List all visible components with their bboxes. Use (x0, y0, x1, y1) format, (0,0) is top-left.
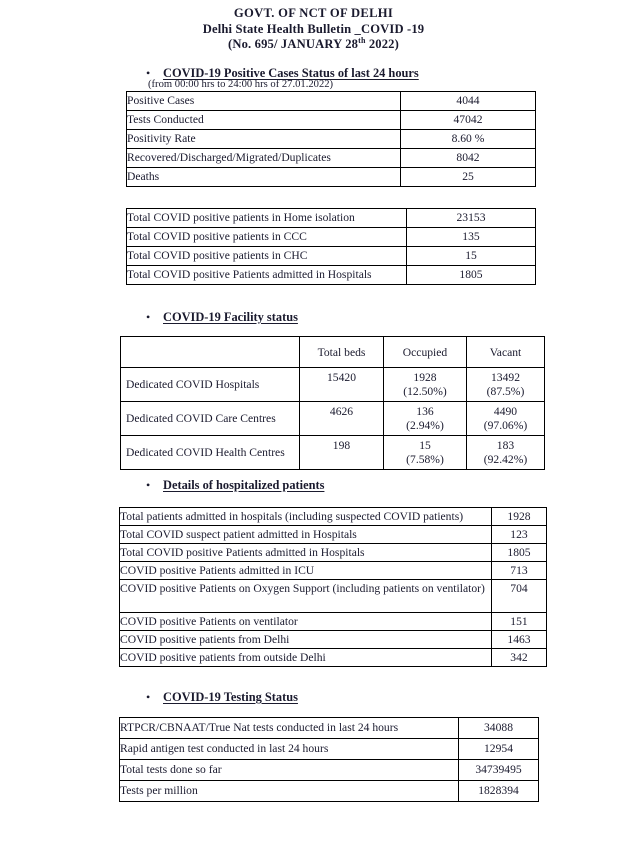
row-label: Positive Cases (127, 92, 401, 111)
table-row (120, 760, 539, 781)
vacant-count: 183 (496, 439, 515, 453)
section-heading-hospitalized-details (146, 478, 324, 492)
occupied-percent: (12.50%) (403, 384, 447, 398)
column-header-occupied: Occupied (384, 337, 467, 368)
govt-title: GOVT. OF NCT OF DELHI (233, 6, 394, 20)
occupied-count: 15 (419, 439, 431, 453)
row-value: 1805 (492, 544, 547, 562)
row-value: 34088 (459, 718, 539, 739)
row-value: 123 (492, 526, 547, 544)
vacant-count: 4490 (493, 405, 518, 419)
row-label: Total COVID positive patients in Home isolation (127, 209, 407, 228)
facility-vacant (467, 368, 545, 402)
row-label: Total COVID positive patients in CHC (127, 247, 407, 266)
bulletin-number-date (0, 37, 627, 53)
row-value: 1463 (492, 631, 547, 649)
row-label: Rapid antigen test conducted in last 24 hours (120, 739, 459, 760)
positive-cases-time-note: (from 00:00 hrs to 24:00 hrs of 27.01.2022) (148, 79, 334, 90)
vacant-percent: (92.42%) (483, 452, 528, 466)
table-header-row (121, 337, 545, 368)
table-row (120, 526, 547, 544)
bullet-icon: • (146, 66, 151, 80)
date-ordinal-suffix: th (358, 35, 366, 45)
row-label: Recovered/Discharged/Migrated/Duplicates (127, 149, 401, 168)
table-row (127, 111, 536, 130)
facility-vacant (467, 436, 545, 470)
facility-total-beds: 4626 (300, 402, 384, 436)
table-row (127, 266, 536, 285)
table-positive-cases (126, 91, 536, 187)
section-heading-label: COVID-19 Facility status (163, 310, 298, 324)
row-label: Total COVID positive Patients admitted in Hospitals (120, 544, 492, 562)
row-label: COVID positive Patients admitted in ICU (120, 562, 492, 580)
row-label: Deaths (127, 168, 401, 187)
bulletin-year-suffix: 2022) (365, 37, 399, 51)
table-row (120, 718, 539, 739)
row-label: COVID positive Patients on Oxygen Support (including patients on ventilator) (120, 580, 492, 613)
bullet-icon: • (146, 310, 151, 324)
facility-vacant (467, 402, 545, 436)
facility-name: Dedicated COVID Health Centres (121, 436, 300, 470)
row-label: RTPCR/CBNAAT/True Nat tests conducted in last 24 hours (120, 718, 459, 739)
section-heading-testing-status (146, 690, 298, 704)
table-row (121, 402, 545, 436)
row-value: 151 (492, 613, 547, 631)
row-label: Tests per million (120, 781, 459, 802)
bulletin-title: Delhi State Health Bulletin _COVID -19 (202, 21, 425, 36)
occupied-percent: (2.94%) (406, 418, 444, 432)
table-row (120, 580, 547, 613)
row-value: 1928 (492, 508, 547, 526)
table-row (120, 562, 547, 580)
table-row (127, 247, 536, 266)
table-row (120, 649, 547, 667)
vacant-percent: (97.06%) (483, 418, 528, 432)
section-heading-facility-status (146, 310, 298, 324)
row-label: COVID positive Patients on ventilator (120, 613, 492, 631)
row-value: 135 (407, 228, 536, 247)
row-label: COVID positive patients from outside Delhi (120, 649, 492, 667)
section-heading-positive-cases (146, 66, 419, 80)
facility-occupied (384, 368, 467, 402)
row-value: 8042 (401, 149, 536, 168)
table-row (121, 368, 545, 402)
table-hospitalized-details (119, 507, 547, 667)
table-row (127, 168, 536, 187)
row-label: Total COVID suspect patient admitted in Hospitals (120, 526, 492, 544)
facility-total-beds: 15420 (300, 368, 384, 402)
table-row (120, 781, 539, 802)
row-value: 342 (492, 649, 547, 667)
facility-name: Dedicated COVID Hospitals (121, 368, 300, 402)
table-row (121, 436, 545, 470)
row-value: 34739495 (459, 760, 539, 781)
occupied-count: 1928 (413, 371, 437, 385)
table-row (120, 631, 547, 649)
row-value: 12954 (459, 739, 539, 760)
section-heading-label: Details of hospitalized patients (163, 478, 325, 492)
section-heading-label: COVID-19 Testing Status (163, 690, 298, 704)
facility-name: Dedicated COVID Care Centres (121, 402, 300, 436)
row-label: Total COVID positive Patients admitted in Hospitals (127, 266, 407, 285)
bulletin-number-prefix: (No. 695/ JANUARY 28 (228, 37, 359, 51)
bullet-icon: • (146, 690, 151, 704)
bullet-icon: • (146, 478, 151, 492)
row-value: 1828394 (459, 781, 539, 802)
row-value: 8.60 % (401, 130, 536, 149)
row-value: 1805 (407, 266, 536, 285)
table-facility-status (120, 336, 545, 470)
row-value: 23153 (407, 209, 536, 228)
column-header-facility (121, 337, 300, 368)
vacant-count: 13492 (491, 371, 520, 385)
table-row (127, 149, 536, 168)
row-value: 47042 (401, 111, 536, 130)
table-row (127, 92, 536, 111)
facility-occupied (384, 402, 467, 436)
occupied-count: 136 (416, 405, 434, 419)
row-value: 4044 (401, 92, 536, 111)
occupied-percent: (7.58%) (406, 452, 444, 466)
row-label: COVID positive patients from Delhi (120, 631, 492, 649)
row-label: Tests Conducted (127, 111, 401, 130)
facility-total-beds: 198 (300, 436, 384, 470)
table-patient-distribution (126, 208, 536, 285)
facility-occupied (384, 436, 467, 470)
row-value: 704 (492, 580, 547, 613)
row-value: 15 (407, 247, 536, 266)
table-testing-status (119, 717, 539, 802)
column-header-vacant: Vacant (467, 337, 545, 368)
row-label: Total patients admitted in hospitals (including suspected COVID patients) (120, 508, 492, 526)
table-row (127, 130, 536, 149)
section-heading-label: COVID-19 Positive Cases Status of last 24 hours (163, 66, 419, 80)
document-header (0, 6, 627, 53)
table-row (127, 209, 536, 228)
table-row (120, 508, 547, 526)
row-value: 25 (401, 168, 536, 187)
table-row (120, 613, 547, 631)
row-label: Total COVID positive patients in CCC (127, 228, 407, 247)
row-label: Total tests done so far (120, 760, 459, 781)
table-row (120, 739, 539, 760)
table-row (120, 544, 547, 562)
vacant-percent: (87.5%) (486, 384, 525, 398)
column-header-total-beds: Total beds (300, 337, 384, 368)
row-value: 713 (492, 562, 547, 580)
row-label: Positivity Rate (127, 130, 401, 149)
table-row (127, 228, 536, 247)
